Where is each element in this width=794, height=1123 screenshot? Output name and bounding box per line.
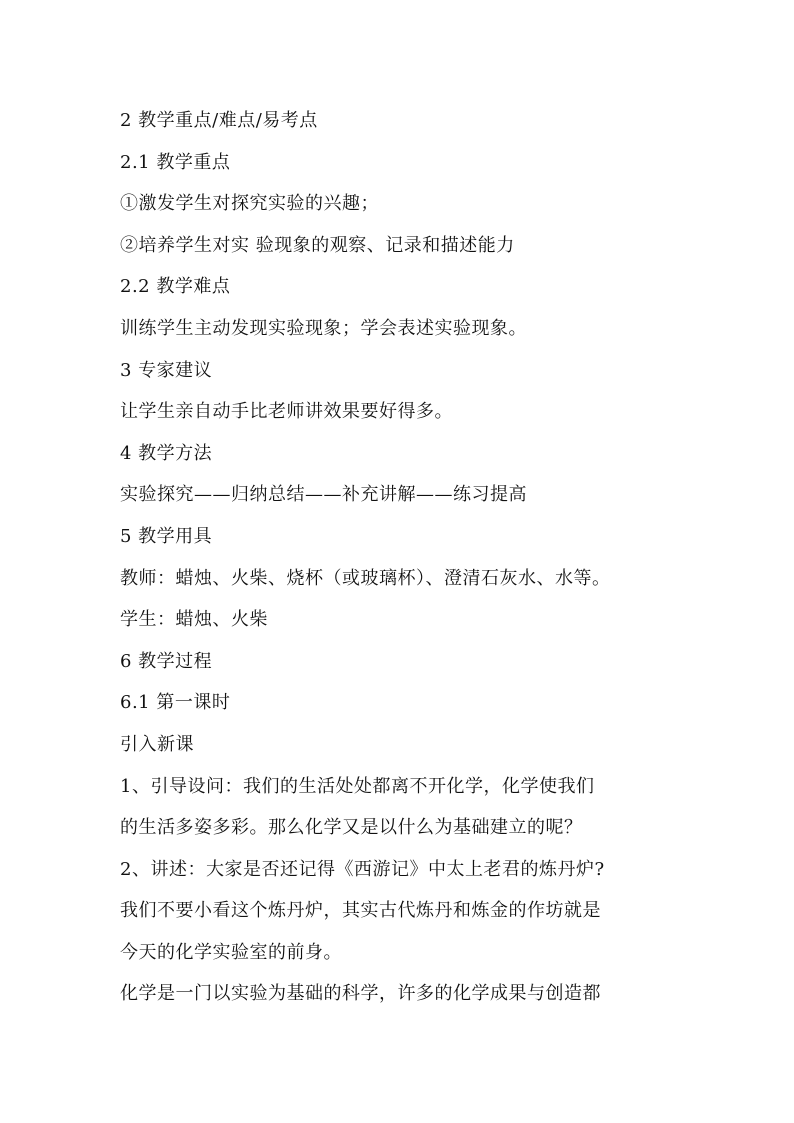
section-heading-teaching-tools: 5 教学用具 (120, 525, 213, 547)
section-heading-teaching-method: 4 教学方法 (120, 442, 213, 464)
section-heading-teaching-process: 6 教学过程 (120, 650, 213, 672)
expert-advice-text: 让学生亲自动手比老师讲效果要好得多。 (120, 401, 453, 423)
paragraph-line: 2、讲述：大家是否还记得《西游记》中太上老君的炼丹炉? (120, 858, 605, 880)
focus-item-1: ①激发学生对探究实验的兴趣； (120, 193, 379, 215)
paragraph-line: 的生活多姿多彩。那么化学又是以什么为基础建立的呢？ (120, 817, 583, 839)
paragraph-line: 1、引导设问：我们的生活处处都离不开化学，化学使我们 (120, 775, 595, 797)
section-heading-expert-advice: 3 专家建议 (120, 359, 213, 381)
document-body (120, 100, 710, 1015)
intro-heading: 引入新课 (120, 733, 194, 755)
subheading-teaching-difficulty: 2.2 教学难点 (120, 276, 231, 298)
teacher-tools-text: 教师：蜡烛、火柴、烧杯（或玻璃杯）、澄清石灰水、水等。 (120, 567, 611, 589)
student-tools-text: 学生：蜡烛、火柴 (120, 609, 268, 631)
difficulty-text: 训练学生主动发现实验现象；学会表述实验现象。 (120, 317, 527, 339)
focus-item-2: ②培养学生对实 验现象的观察、记录和描述能力 (120, 234, 515, 256)
teaching-method-text: 实验探究——归纳总结——补充讲解——练习提高 (120, 484, 527, 506)
section-heading-key-points: 2 教学重点/难点/易考点 (120, 110, 318, 131)
subheading-teaching-focus: 2.1 教学重点 (120, 151, 231, 173)
subheading-first-lesson: 6.1 第一课时 (120, 692, 231, 714)
paragraph-line: 我们不要小看这个炼丹炉，其实古代炼丹和炼金的作坊就是 (120, 900, 601, 922)
paragraph-line: 化学是一门以实验为基础的科学，许多的化学成果与创造都 (120, 983, 601, 1005)
paragraph-line: 今天的化学实验室的前身。 (120, 941, 342, 963)
